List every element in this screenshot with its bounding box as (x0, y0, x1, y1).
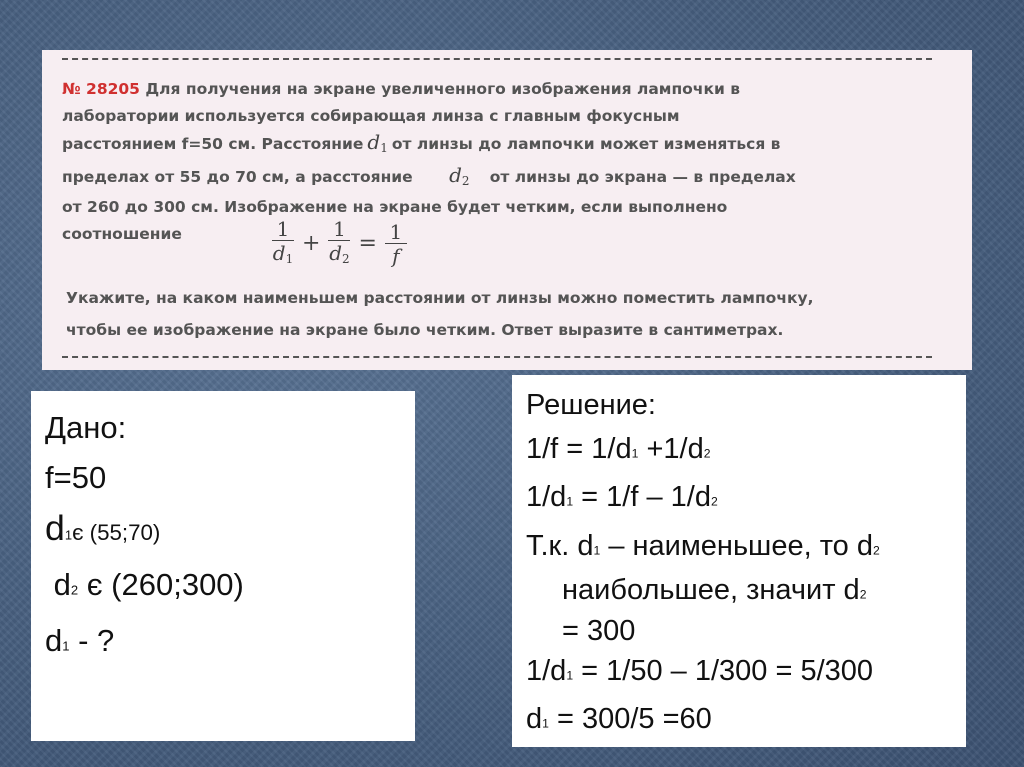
divider-bottom (62, 356, 932, 358)
given-f: f=50 (45, 460, 107, 495)
question-line: Укажите, на каком наименьшем расстоянии от линзы можно поместить лампочку, (66, 289, 814, 307)
given-box (31, 391, 415, 741)
problem-line: пределах от 55 до 70 см, а расстояние (62, 167, 413, 186)
given-title: Дано: (45, 410, 127, 445)
problem-line: соотношение (62, 224, 182, 243)
var-d2: $d_2$ (449, 162, 470, 188)
solution-step-2: 1/d1 = 1/f – 1/d2 (526, 481, 718, 514)
fraction-1-f: $\frac{1}{f}$ (385, 221, 407, 268)
given-unknown: d1 - ? (45, 622, 115, 658)
problem-line: Для получения на экране увеличенного изображения лампочки в (139, 80, 741, 98)
solution-box (512, 375, 966, 747)
solution-title: Решение: (526, 389, 656, 421)
solution-step-3-cont: наибольшее, значит d2 (562, 574, 867, 607)
plus-sign: + (302, 231, 321, 257)
problem-text (62, 76, 942, 247)
problem-line: от линзы до экрана — в пределах (489, 167, 796, 186)
problem-number: № 28205 (62, 80, 140, 98)
solution-answer: d1 = 300/5 =60 (526, 703, 712, 736)
fraction-1-d2: $\frac{1}{d_2}$ (329, 217, 350, 266)
question-line: чтобы ее изображение на экране было четким. Ответ выразите в сантиметрах. (66, 321, 784, 339)
divider-top (62, 58, 932, 60)
solution-step-3-result: = 300 (562, 614, 636, 647)
var-d1: $d_1$ (367, 130, 388, 155)
given-d2: d2 є (260;300) (53, 567, 244, 603)
problem-line: от линзы до лампочки может изменяться в (391, 135, 781, 153)
problem-card (42, 50, 972, 370)
problem-line: от 260 до 300 см. Изображение на экране будет четким, если выполнено (62, 198, 728, 216)
fraction-1-d1: $\frac{1}{d_1}$ (272, 217, 294, 266)
equals-sign: = (358, 231, 377, 257)
solution-step-3: Т.к. d1 – наименьшее, то d2 (526, 529, 880, 562)
lens-formula (272, 218, 407, 271)
solution-step-4: 1/d1 = 1/50 – 1/300 = 5/300 (526, 654, 874, 687)
problem-line: расстоянием f=50 см. Расстояние (62, 135, 364, 153)
problem-question (66, 282, 946, 346)
given-d1: d1є (55;70) (45, 508, 161, 548)
solution-step-1: 1/f = 1/d1 +1/d2 (526, 433, 711, 465)
problem-line: лаборатории используется собирающая линза с главным фокусным (62, 106, 680, 125)
